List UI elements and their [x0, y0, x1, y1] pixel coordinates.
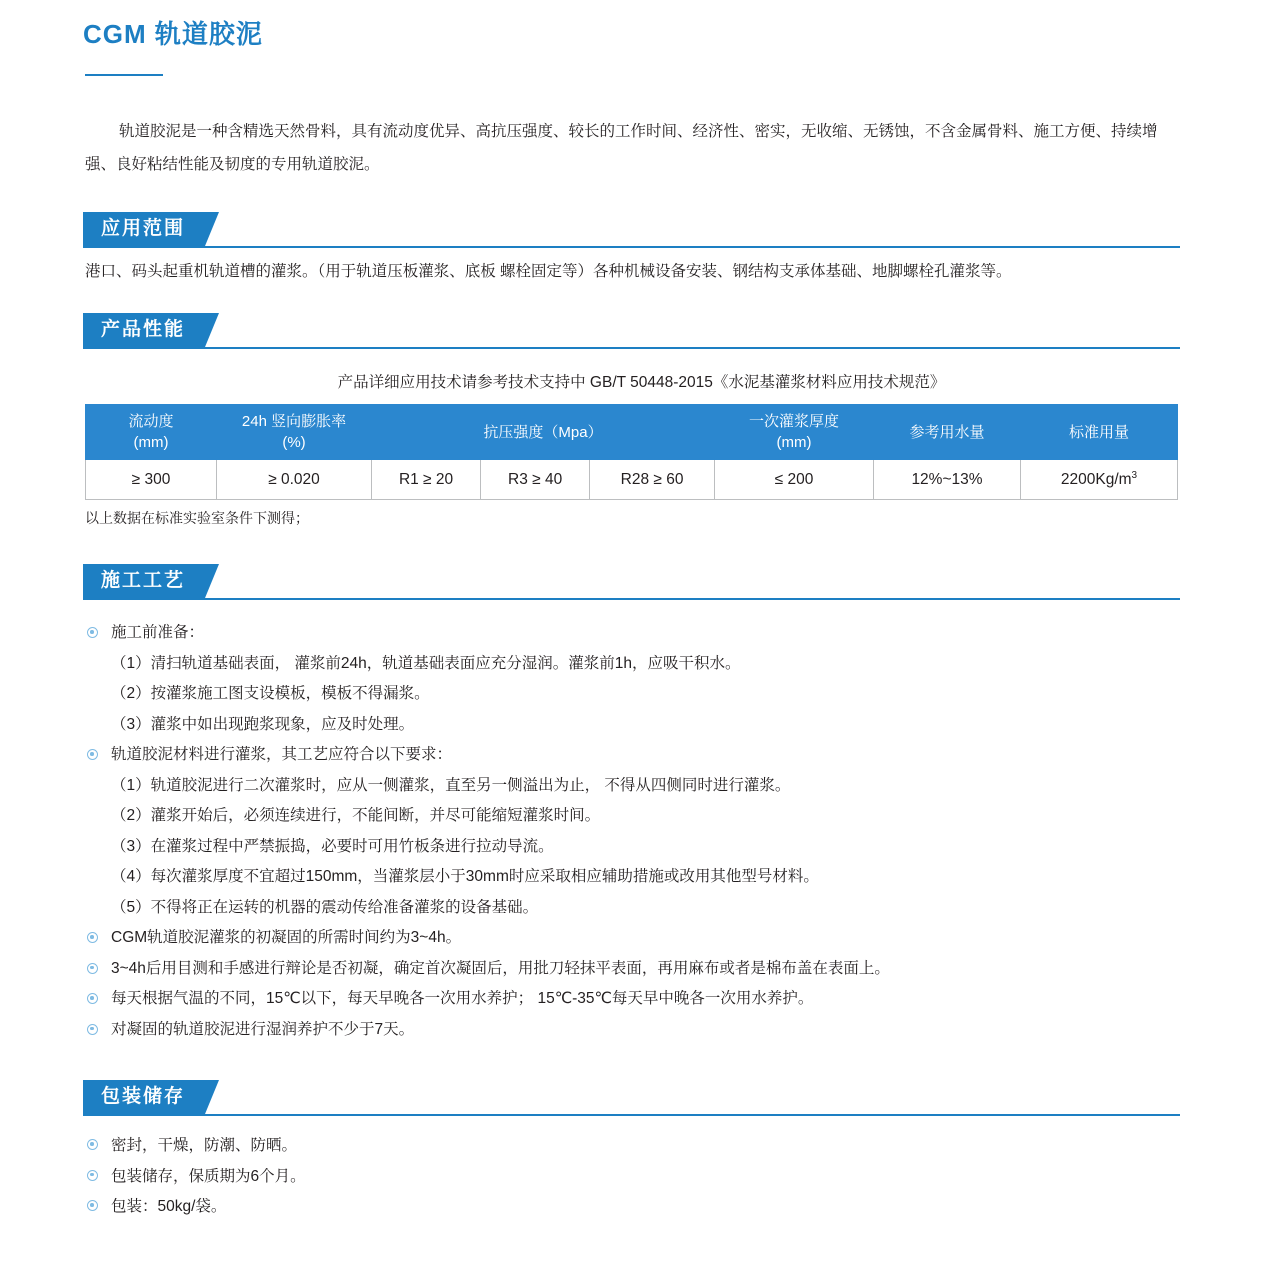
list-item: 对凝固的轨道胶泥进行湿润养护不少于7天。 [85, 1015, 1235, 1046]
list-item: （2）灌浆开始后，必须连续进行，不能间断，并尽可能缩短灌浆时间。 [111, 807, 601, 824]
table-header-row [86, 405, 1178, 460]
title-underline [85, 74, 163, 76]
bullet-icon [87, 1200, 98, 1211]
section-divider [83, 347, 1180, 349]
th-dosage: 标准用量 [1021, 405, 1178, 460]
bullet-icon [87, 963, 98, 974]
bullet-icon [87, 627, 98, 638]
th-thickness: 一次灌浆厚度 (mm) [715, 405, 874, 460]
th-water: 参考用水量 [874, 405, 1021, 460]
list-item: CGM轨道胶泥灌浆的初凝固的所需时间约为3~4h。 [85, 923, 1235, 954]
table-footnote: 以上数据在标准实验室条件下测得； [85, 510, 309, 526]
cell-flow: ≥ 300 [86, 460, 217, 500]
list-item: 包装：50kg/袋。 [85, 1191, 1085, 1222]
cell-expansion: ≥ 0.020 [217, 460, 372, 500]
cell-r3: R3 ≥ 40 [481, 460, 590, 500]
list-item: （3）灌浆中如出现跑浆现象，应及时处理。 [111, 715, 415, 733]
th-flow: 流动度 (mm) [86, 405, 217, 460]
section-title-process: 施工工艺 [83, 564, 205, 598]
list-item: （5）不得将正在运转的机器的震动传给准备灌浆的设备基础。 [111, 898, 539, 916]
performance-standard-note: 产品详细应用技术请参考技术支持中 GB/T 50448-2015《水泥基灌浆材料应用技术规范》 [337, 374, 946, 391]
section-header-process [83, 564, 1180, 598]
section-title-performance: 产品性能 [83, 313, 205, 347]
cell-thickness: ≤ 200 [715, 460, 874, 500]
packaging-list [85, 1130, 1085, 1222]
list-item: （1）清扫轨道基础表面， 灌浆前24h，轨道基础表面应充分湿润。灌浆前1h，应吸干积水。 [111, 654, 741, 672]
section-header-application [83, 212, 1180, 246]
list-item: 包装储存，保质期为6个月。 [85, 1161, 1085, 1192]
section-divider [83, 1114, 1180, 1116]
section-divider [83, 246, 1180, 248]
list-item: 3~4h后用目测和手感进行辩论是否初凝，确定首次凝固后，用批刀轻抹平表面，再用麻布或者是棉布盖在表面上。 [85, 954, 1235, 985]
list-item: 密封，干燥，防潮、防晒。 [85, 1130, 1085, 1161]
list-item: （2）按灌浆施工图支设模板，模板不得漏浆。 [111, 685, 430, 702]
list-item: （3）在灌浆过程中严禁振捣，必要时可用竹板条进行拉动导流。 [111, 837, 554, 855]
th-expansion: 24h 竖向膨胀率 (%) [217, 405, 372, 460]
table-row [86, 460, 1178, 500]
cell-dosage: $2200Kg/m^3$ [1021, 460, 1178, 500]
list-item: 每天根据气温的不同，15℃以下，每天早晚各一次用水养护； 15℃-35℃每天早中晚各一次用水养护。 [85, 984, 1235, 1015]
bullet-icon [87, 749, 98, 760]
list-item: 轨道胶泥材料进行灌浆，其工艺应符合以下要求： [85, 740, 1235, 771]
list-item: 施工前准备： [85, 618, 1235, 649]
process-list [85, 618, 1235, 1045]
section-header-packaging [83, 1080, 1180, 1114]
section-title-packaging: 包装储存 [83, 1080, 205, 1114]
bullet-icon [87, 1139, 98, 1150]
cell-water: 12%~13% [874, 460, 1021, 500]
section-title-application: 应用范围 [83, 212, 205, 246]
th-compressive-strength: 抗压强度（Mpa） [372, 405, 715, 460]
bullet-icon [87, 1170, 98, 1181]
bullet-icon [87, 1024, 98, 1035]
list-item: （4）每次灌浆厚度不宜超过150mm，当灌浆层小于30mm时应采取相应辅助措施或改用其他型号材料。 [111, 868, 819, 885]
performance-table [85, 404, 1178, 500]
cell-r1: R1 ≥ 20 [372, 460, 481, 500]
bullet-icon [87, 993, 98, 1004]
bullet-icon [87, 932, 98, 943]
list-item: （1）轨道胶泥进行二次灌浆时，应从一侧灌浆，直至另一侧溢出为止， 不得从四侧同时进行灌浆。 [111, 776, 791, 794]
section-header-performance [83, 313, 1180, 347]
page-title: CGM 轨道胶泥 [83, 19, 263, 49]
intro-paragraph: 轨道胶泥是一种含精选天然骨料，具有流动度优异、高抗压强度、较长的工作时间、经济性、密实，无收缩、无锈蚀，不含金属骨料、施工方便、持续增强、良好粘结性能及韧度的专用轨道胶泥。 [85, 123, 1158, 173]
application-text: 港口、码头起重机轨道槽的灌浆。（用于轨道压板灌浆、底板 螺栓固定等）各种机械设备安装、钢结构支承体基础、地脚螺栓孔灌浆等。 [85, 263, 1012, 280]
cell-r28: R28 ≥ 60 [590, 460, 715, 500]
section-divider [83, 598, 1180, 600]
